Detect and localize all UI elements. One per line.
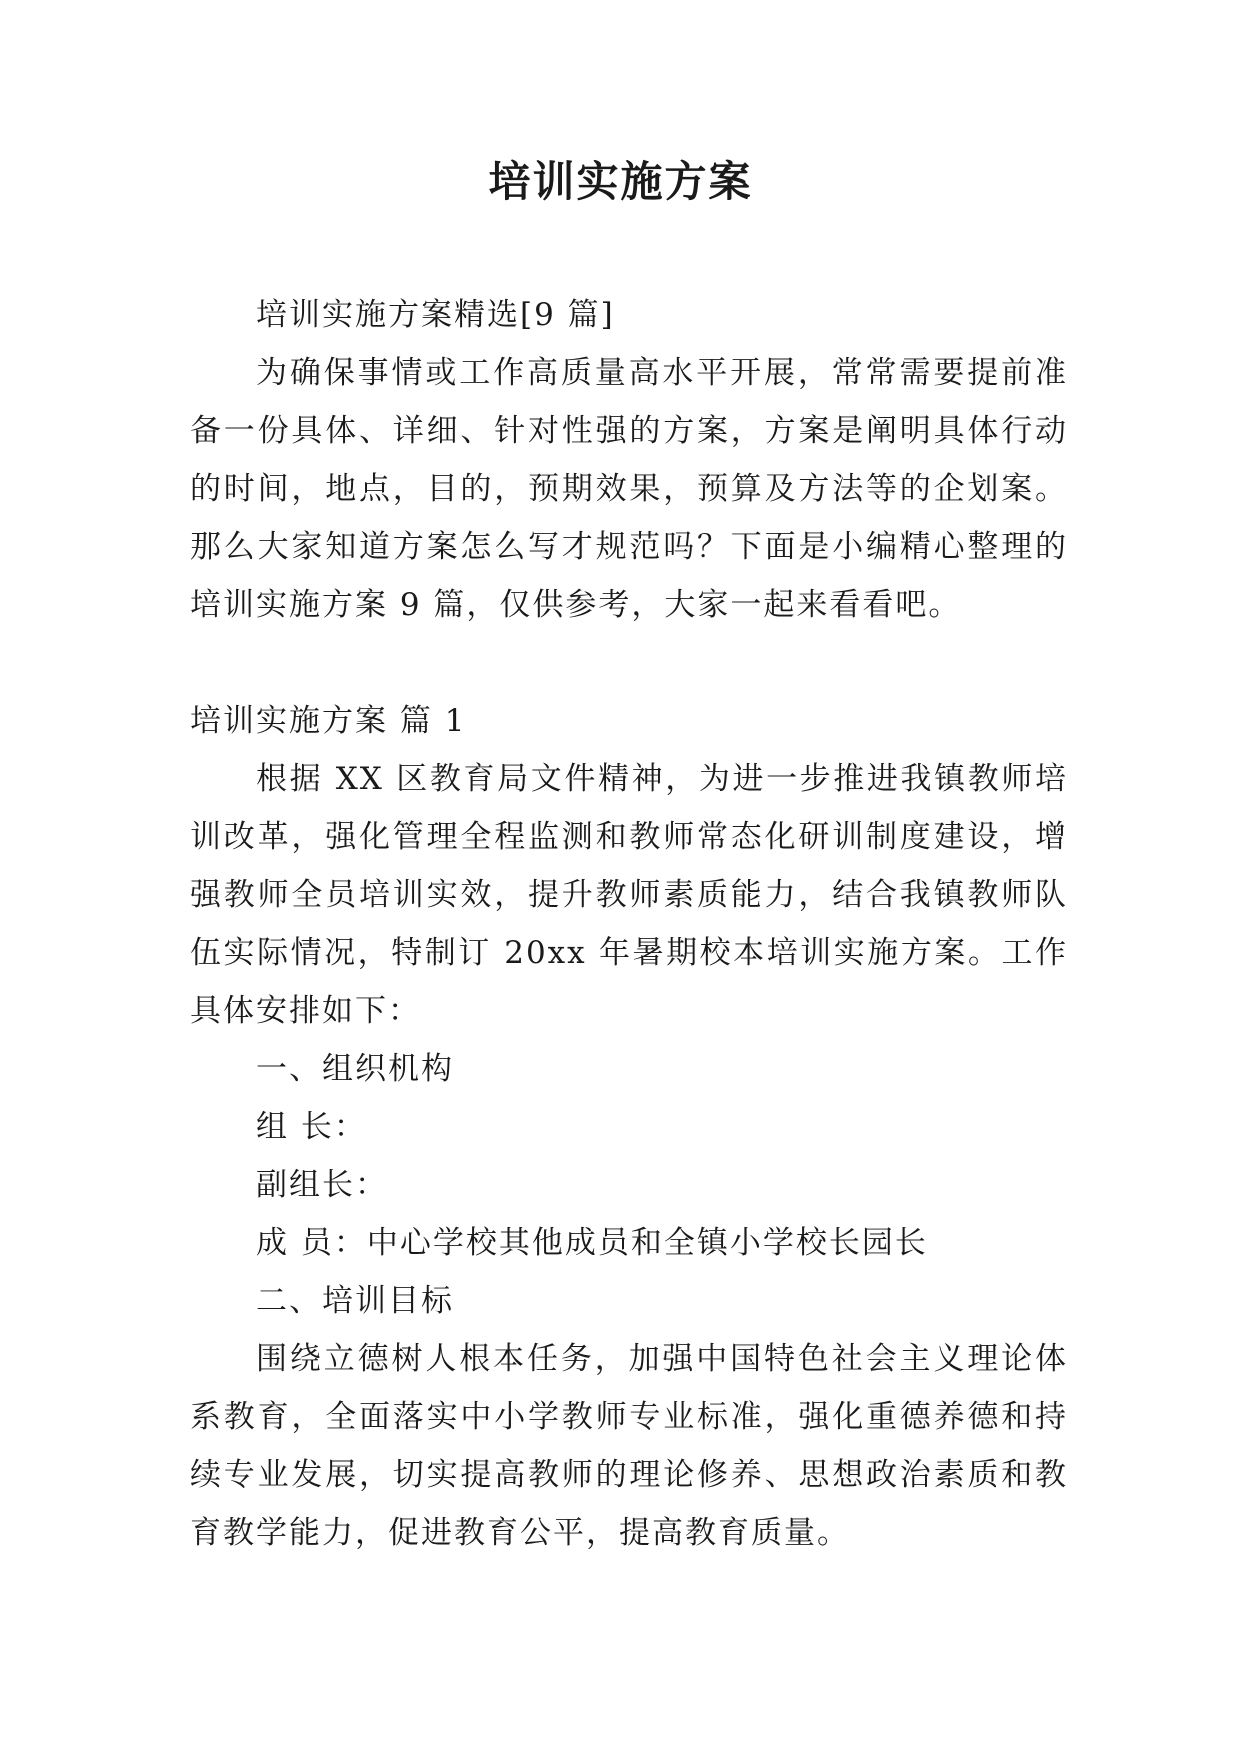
leader-line: 组 长： [256, 1109, 367, 1145]
section-body-paragraph: 根据 XX 区教育局文件精神，为进一步推进我镇教师培训改革，强化管理全程监测和教师常态化研训制度建设，增强教师全员培训实效，提升教师素质能力，结合我镇教师队伍实际情况，特制订 20xx 年暑期校本培训实施方案。工作具体安排如下： [190, 761, 1068, 1029]
document-body [190, 286, 1068, 1562]
heading-organization: 一、组织机构 [256, 1051, 454, 1087]
goals-paragraph: 围绕立德树人根本任务，加强中国特色社会主义理论体系教育，全面落实中小学教师专业标准，强化重德养德和持续专业发展，切实提高教师的理论修养、思想政治素质和教育教学能力，促进教育公平，提高教育质量。 [190, 1341, 1068, 1551]
document-subtitle: 培训实施方案精选[9 篇] [256, 297, 615, 333]
members-line: 成 员：中心学校其他成员和全镇小学校长园长 [256, 1225, 928, 1261]
section-heading: 培训实施方案 篇 1 [190, 703, 467, 739]
heading-training-goals: 二、培训目标 [256, 1283, 454, 1319]
intro-paragraph: 为确保事情或工作高质量高水平开展，常常需要提前准备一份具体、详细、针对性强的方案，方案是阐明具体行动的时间，地点，目的，预期效果，预算及方法等的企划案。那么大家知道方案怎么写才规范吗？下面是小编精心整理的培训实施方案 9 篇，仅供参考，大家一起来看看吧。 [190, 355, 1068, 623]
document-title: 培训实施方案 [488, 157, 753, 206]
deputy-leader-line: 副组长： [256, 1167, 388, 1203]
